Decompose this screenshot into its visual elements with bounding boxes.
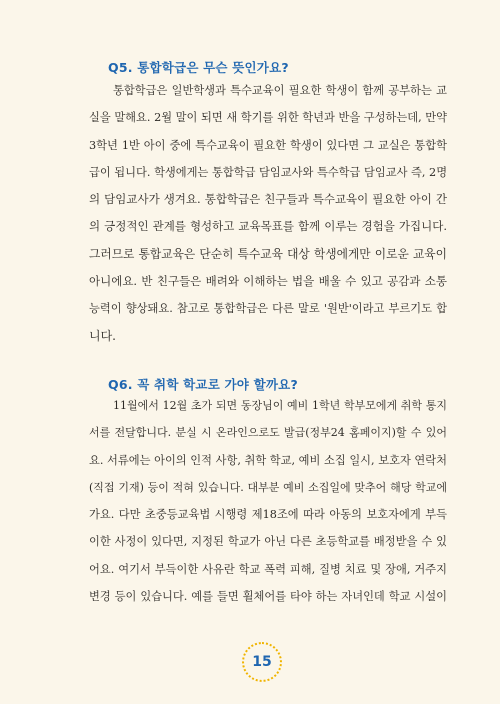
answer-line: 의 긍정적인 관계를 형성하고 교육목표를 함께 이루는 경험을 가집니다. xyxy=(89,219,447,234)
answer-line: 변경 등이 있습니다. 예를 들면 휠체어를 타야 하는 자녀인데 학교 시설이 xyxy=(89,590,447,604)
answer-line: 서를 전달합니다. 분실 시 온라인으로도 발급(정부24 홈페이지)할 수 있어 xyxy=(89,426,447,440)
answer-line: 3학년 1반 아이 중에 특수교육이 필요한 학생이 있다면 그 교실은 통합학 xyxy=(89,138,447,152)
answer-line: 실을 말해요. 2월 말이 되면 새 학기를 위한 학년과 반을 구성하는데, 만약 xyxy=(89,111,447,125)
answer-line: 이한 사정이 있다면, 지정된 학교가 아닌 다른 초등학교를 배정받을 수 있 xyxy=(89,535,447,549)
answer-line: 아니에요. 반 친구들은 배려와 이해하는 법을 배울 수 있고 공감과 소통 xyxy=(89,274,447,289)
answer-line: 니다. xyxy=(89,328,116,343)
question-5-answer xyxy=(89,77,447,350)
answer-line: 통합학급은 일반학생과 특수교육이 필요한 학생이 함께 공부하는 교 xyxy=(113,84,447,97)
answer-line: 능력이 향상돼요. 참고로 통합학급은 다른 말로 '원반'이라고 부르기도 합 xyxy=(89,302,447,316)
question-6-heading: Q6. 꼭 취학 학교로 가야 할까요? xyxy=(108,377,298,392)
answer-line: 어요. 여기서 부득이한 사유란 학교 폭력 피해, 질병 치료 및 장애, 거주지 xyxy=(89,562,447,576)
answer-line: 급이 됩니다. 학생에게는 통합학급 담임교사와 특수학급 담임교사 즉, 2명 xyxy=(89,165,447,179)
page-number-badge xyxy=(242,642,282,682)
answer-line: 요. 서류에는 아이의 인적 사항, 취학 학교, 예비 소집 일시, 보호자 연락처 xyxy=(89,453,447,467)
answer-line: 의 담임교사가 생겨요. 통합학급은 친구들과 특수교육이 필요한 아이 간 xyxy=(89,192,447,207)
answer-line: 가요. 다만 초중등교육법 시행령 제18조에 따라 아동의 보호자에게 부득 xyxy=(89,508,447,522)
answer-line: (직접 기재) 등이 적혀 있습니다. 대부분 예비 소집일에 맞추어 해당 학교에 xyxy=(89,480,447,494)
answer-line: 그러므로 통합교육은 단순히 특수교육 대상 학생에게만 이로운 교육이 xyxy=(89,246,447,261)
question-5-heading: Q5. 통합학급은 무슨 뜻인가요? xyxy=(108,60,289,75)
question-6-answer xyxy=(89,392,447,610)
answer-line: 11월에서 12월 초가 되면 동장님이 예비 1학년 학부모에게 취학 통지 xyxy=(113,399,447,412)
page-number: 15 xyxy=(252,654,272,670)
